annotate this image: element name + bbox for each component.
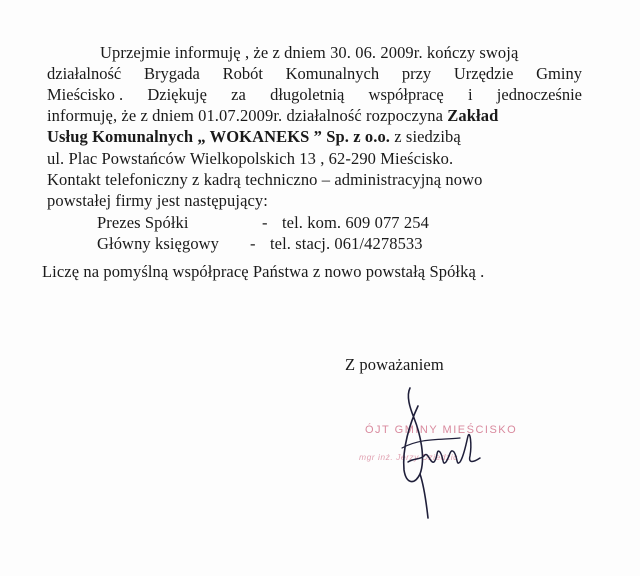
contact-phone-0: tel. kom. 609 077 254 — [282, 213, 429, 232]
letter-line-3-word: za — [231, 85, 246, 104]
letter-line-3-word: Dziękuję — [147, 85, 207, 104]
letter-line-5 — [47, 127, 461, 146]
stamp-line-1: ÓJT GMINY MIEŚCISKO — [365, 424, 518, 436]
letter-line-4-text: informuję, że z dniem 01.07.2009r. działalność rozpoczyna — [47, 106, 448, 125]
salutation: Z poważaniem — [345, 355, 444, 374]
letter-line-2-word: Brygada — [143, 64, 200, 83]
contact-role-0: Prezes Spółki — [97, 213, 189, 232]
stamp-line-2: mgr inż. Jerzy Dziedzic — [359, 452, 458, 462]
closing-line: Liczę na pomyślną współpracę Państwa z nowo powstałą Spółką . — [42, 262, 485, 281]
letter-line-2-word: Gminy — [536, 64, 582, 83]
letter-line-7: Kontakt telefoniczny z kadrą techniczno – administracyjną nowo — [47, 170, 483, 189]
handwritten-signature — [380, 378, 490, 528]
company-name-part-2: Usług Komunalnych „ WOKANEKS ” Sp. z o.o. — [47, 127, 391, 146]
letter-line-2-word: działalność — [47, 64, 122, 83]
letter-line-3-word: jednocześnie — [496, 85, 582, 104]
letter-line-2-word: Robót — [222, 64, 263, 83]
letter-line-3-word: i — [467, 85, 473, 104]
letter-line-2-word: przy — [401, 64, 432, 83]
letter-line-3-word: długoletnią — [270, 85, 345, 104]
letter-line-3-word: Mieścisko . — [47, 85, 124, 104]
contact-sep-0: - — [262, 213, 268, 232]
letter-line-1: Uprzejmie informuję , że z dniem 30. 06. 2009r. kończy swoją — [100, 43, 519, 62]
company-name-part-1: Zakład — [447, 106, 499, 125]
letter-line-3-word: współpracę — [368, 85, 444, 104]
letter-line-5-text: z siedzibą — [390, 127, 461, 146]
contact-role-1: Główny księgowy — [97, 234, 220, 253]
letter-line-3 — [47, 85, 582, 104]
letter-line-8: powstałej firmy jest następujący: — [47, 191, 268, 210]
letter-line-2-word: Komunalnych — [285, 64, 380, 83]
contact-sep-1: - — [250, 234, 256, 253]
contact-phone-1: tel. stacj. 061/4278533 — [270, 234, 423, 253]
letter-line-2 — [47, 64, 582, 83]
company-address: ul. Plac Powstańców Wielkopolskich 13 , 62-290 Mieścisko. — [47, 149, 454, 168]
letter-line-2-word: Urzędzie — [453, 64, 514, 83]
letter-line-4 — [47, 106, 498, 125]
